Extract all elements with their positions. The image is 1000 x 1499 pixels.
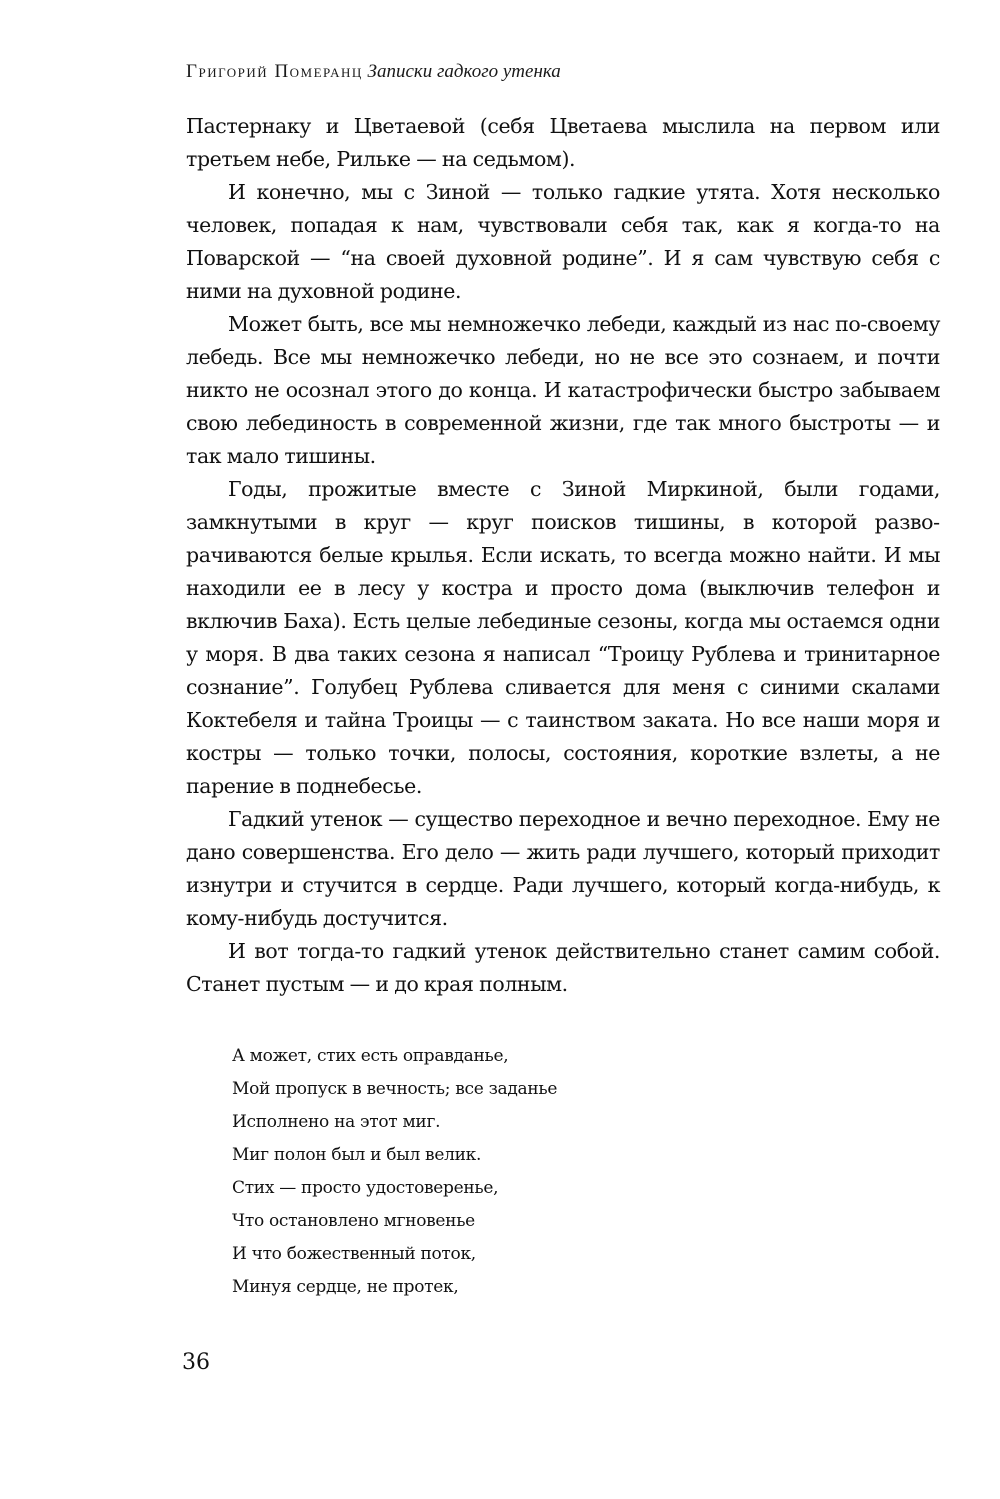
poem-line: Что остановлено мгновенье	[232, 1211, 475, 1231]
poem-line: И что божественный поток,	[232, 1244, 476, 1264]
paragraph: И вот тогда-то гадкий утенок действительно станет самим собой. Станет пустым — и до края полным.	[186, 939, 940, 996]
paragraph: Годы, прожитые вместе с Зиной Миркиной, были годами, замкнутыми в круг — круг поисков тишины, в которой разворачиваются белые крылья. Если искать, то всегда можно найти. И мы находили ее в лесу у костра и просто дома (выключив телефон и включив Баха). Есть целые лебединые сезоны, когда мы остаемся одни у моря. В два таких сезона я написал “Троицу Рублева и тринитарное сознание”. Голубец Рублева сливается для меня с синими скалами Коктебеля и тайна Троицы — с таинством заката. Но все наши моря и костры — только точки, полосы, состояния, короткие взлеты, а не парение в поднебесье.	[186, 477, 940, 798]
running-head-author: Григорий Померанц	[186, 61, 363, 82]
poem-line: Мой пропуск в вечность; все заданье	[232, 1079, 558, 1099]
page-number: 36	[182, 1350, 210, 1375]
poem-line: Стих — просто удостоверенье,	[232, 1178, 499, 1198]
poem	[232, 1040, 832, 1304]
poem-line: А может, стих есть оправданье,	[232, 1046, 509, 1066]
paragraph: Пастернаку и Цветаевой (себя Цветаева мыслила на первом или третьем небе, Рильке — на седьмом).	[186, 114, 940, 171]
running-head	[186, 60, 926, 84]
body-text	[186, 110, 940, 1001]
poem-line: Исполнено на этот миг.	[232, 1112, 441, 1132]
poem-line: Минуя сердце, не протек,	[232, 1277, 459, 1297]
paragraph: И конечно, мы с Зиной — только гадкие утята. Хотя несколько человек, попадая к нам, чувствовали себя так, как я когда-то на Поварской — “на своей духовной родине”. И я сам чувствую себя с ними на духовной родине.	[186, 180, 940, 303]
running-head-book-title: Записки гадкого утенка	[367, 61, 561, 82]
poem-line: Миг полон был и был велик.	[232, 1145, 482, 1165]
paragraph: Гадкий утенок — существо переходное и вечно переходное. Ему не дано совершенства. Его дело — жить ради лучшего, который приходит изнутри и стучится в сердце. Ради лучшего, который когда-нибудь, к кому-нибудь достучится.	[186, 807, 940, 930]
paragraph: Может быть, все мы немножечко лебеди, каждый из нас по-своему лебедь. Все мы немножечко лебеди, но не все это сознаем, и почти никто не осознал этого до конца. И катастрофически быстро забываем свою лебединость в современной жизни, где так много быстроты — и так мало тишины.	[186, 312, 940, 468]
